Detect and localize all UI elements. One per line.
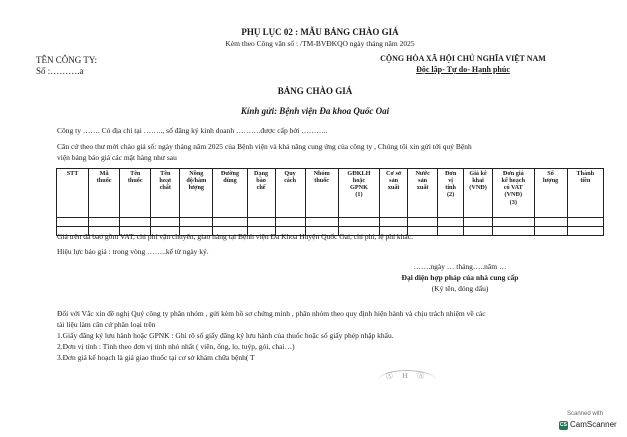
table-cell [275, 218, 305, 227]
country-title: CỘNG HÒA XÃ HỘI CHỦ NGHĨA VIỆT NAM [380, 54, 546, 63]
table-cell [408, 218, 438, 227]
table-cell [534, 227, 567, 236]
column-header [493, 169, 534, 218]
column-header-line: Mã [99, 170, 109, 177]
table-cell [567, 218, 603, 227]
column-header-line: STT [66, 170, 79, 177]
table-cell [151, 218, 180, 227]
vaccine-note-line-2: tài liệu làm căn cứ phân loại trên [57, 320, 156, 329]
column-header-line: tính [445, 184, 456, 192]
column-header-line: thuốc [314, 177, 330, 185]
camscanner-logo-icon: CS [560, 422, 567, 428]
column-header-line: vị [448, 177, 454, 185]
faint-stamp-mark [378, 370, 436, 391]
table-cell [464, 227, 493, 236]
vaccine-note-line-1: Đối với Vắc xin đề nghị Quý công ty phân nhóm , gửi kèm hồ sơ chứng minh , phân nhóm theo quy định hiện hành và chịu trách nhiệm về các [57, 309, 486, 318]
column-header [438, 169, 464, 218]
table-header-row [57, 169, 604, 218]
table-cell [493, 227, 534, 236]
column-header-line: chế [256, 184, 266, 192]
column-header-line: Nước [415, 170, 430, 177]
table-row [57, 218, 604, 227]
column-header [120, 169, 151, 218]
document-number-label: Số :……….a [36, 66, 84, 76]
table-cell [57, 218, 89, 227]
camscanner-watermark [559, 411, 621, 433]
legal-representative-title: Đại diện hợp pháp của nhà cung cấp [401, 273, 519, 282]
column-header-line: khai [472, 177, 484, 185]
table-cell [89, 218, 120, 227]
column-header [89, 169, 120, 218]
column-header [213, 169, 247, 218]
column-header [247, 169, 275, 218]
column-header-line: lượng [542, 177, 559, 185]
column-header [180, 169, 213, 218]
price-inclusion-note: Giá trên đã bao gồm VAT, chi phí vận chuyển, giao hàng tại Bệnh viện Đa Khoa Huyện Quốc Oai, chi phí, lệ phí khác. [57, 232, 413, 241]
table-cell [567, 227, 603, 236]
column-header-line: tiền [580, 177, 591, 185]
price-quote-table [56, 168, 604, 236]
footnote-3: 3.Đơn giá kế hoạch là giá giao thuốc tại cơ sở khám chữa bệnh( T [57, 353, 255, 362]
column-header [338, 169, 379, 218]
column-header-line: hoạt [159, 177, 172, 185]
column-header-line: Tên [160, 170, 171, 177]
table-cell [247, 218, 275, 227]
footnote-1: 1.Giấy đăng ký lưu hành hoặc GPNK : Ghi rõ số giấy đăng ký lưu hành của thuốc hoặc số giấy phép nhập khẩu. [57, 331, 394, 340]
company-name-label: TÊN CÔNG TY: [36, 55, 98, 65]
column-header-line: Quy [284, 170, 296, 177]
intro-line-2: viện bảng báo giá các mặt hàng như sau [57, 153, 177, 162]
column-header-line: có VAT [503, 184, 523, 192]
sign-and-stamp-note: (Ký tên, đóng dấu) [431, 284, 489, 293]
table-cell [493, 218, 534, 227]
stamp-text: Ⓐ H Ⓐ [385, 372, 429, 380]
column-header [464, 169, 493, 218]
column-header-line: GĐKLH [347, 170, 371, 177]
column-header-line: hoặc [352, 177, 366, 185]
column-header-line: thuốc [96, 177, 112, 185]
column-header-line: cách [284, 177, 297, 185]
column-header-line: (3) [509, 198, 517, 206]
column-header-line: độ/hàm [186, 177, 207, 185]
document-title: BẢNG CHÀO GIÁ [277, 86, 353, 96]
table-cell [438, 218, 464, 227]
table-cell [464, 218, 493, 227]
column-header [57, 169, 89, 218]
signature-date-line: …….ngày … tháng…..năm … [413, 262, 507, 271]
column-header-line: GPNK [350, 184, 368, 192]
quote-validity-line: Hiệu lực báo giá : trong vòng ……..kể từ ngày ký. [57, 247, 209, 256]
column-header-line: Đường [220, 170, 240, 177]
column-header-line: Nồng [189, 170, 204, 177]
table-cell [338, 218, 379, 227]
column-header [275, 169, 305, 218]
national-motto: Độc lập- Tự do- Hạnh phúc [416, 65, 510, 74]
scanned-with-caption: Scanned with [567, 411, 604, 417]
column-header-line: kế hoạch [501, 177, 526, 185]
column-header-line: sản [389, 177, 399, 185]
column-header-line: Đơn giá [502, 170, 524, 177]
column-header-line: dùng [223, 177, 237, 185]
column-header-line: Dạng [254, 170, 269, 177]
table-cell [213, 218, 247, 227]
column-header-line: Nhóm [313, 170, 330, 177]
column-header [534, 169, 567, 218]
column-header-line: bào [256, 177, 266, 185]
column-header [380, 169, 408, 218]
appendix-title: PHỤ LỤC 02 : MẪU BẢNG CHÀO GIÁ [241, 27, 399, 37]
company-info-line: Công ty ……. Có địa chỉ tại …….., số đăng ký kinh doanh ……….được cấp bởi ……….. [57, 126, 328, 135]
column-header-line: chất [159, 184, 171, 192]
column-header-line: Tên [130, 170, 141, 177]
column-header-line: Thành [576, 170, 595, 177]
column-header-line: Đơn [444, 170, 457, 177]
column-header [408, 169, 438, 218]
table-cell [120, 218, 151, 227]
column-header-line: (VNĐ) [504, 191, 523, 199]
table-cell [305, 218, 338, 227]
table-cell [180, 218, 213, 227]
table-cell [438, 227, 464, 236]
attached-document-line: Kèm theo Công văn số : /TM-BVĐKQO ngày tháng năm 2025 [225, 39, 415, 48]
column-header-line: xuất [387, 184, 400, 192]
footnote-2: 2.Đơn vị tính : Tính theo đơn vị tính nhỏ nhất ( viên, ống, lọ, tuýp, gói, chai…) [57, 342, 295, 351]
camscanner-name: CamScanner [570, 420, 617, 429]
intro-line-1: Căn cứ theo thư mời chào giá số: ngày tháng năm 2025 của Bệnh viện và khả năng cung ứng của công ty , Chúng tôi xin gửi tới quý Bệnh [57, 142, 472, 151]
column-header-line: (1) [355, 191, 363, 199]
column-header-line: xuất [416, 184, 429, 192]
column-header [567, 169, 603, 218]
column-header-line: thuốc [127, 177, 143, 185]
column-header-line: lượng [188, 184, 205, 192]
recipient-line: Kính gửi: Bệnh viện Đa khoa Quốc Oai [240, 106, 390, 116]
column-header [151, 169, 180, 218]
column-header [305, 169, 338, 218]
column-header-line: (2) [447, 191, 455, 199]
table-cell [534, 218, 567, 227]
column-header-line: Giá kê [469, 170, 487, 177]
column-header-line: Cơ sở [386, 170, 402, 177]
table-cell [380, 218, 408, 227]
column-header-line: Số [547, 170, 554, 177]
column-header-line: sản [418, 177, 428, 185]
column-header-line: (VNĐ) [469, 184, 487, 192]
